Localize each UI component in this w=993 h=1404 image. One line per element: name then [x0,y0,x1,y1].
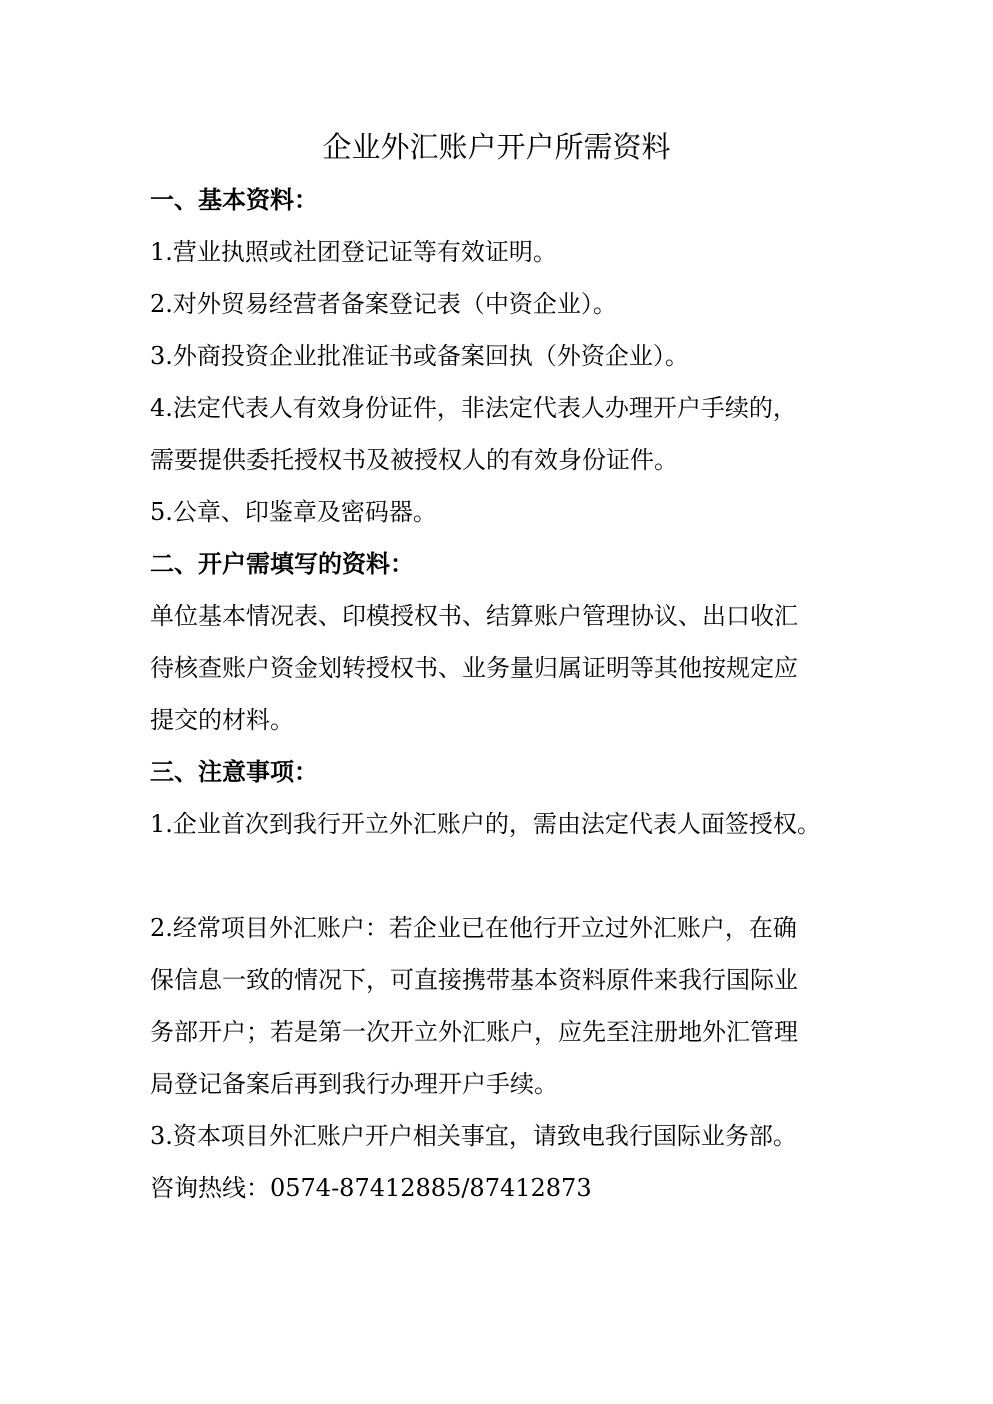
basic-item-4-cont: 需要提供委托授权书及被授权人的有效身份证件。 [150,446,678,474]
notes-item-2-cont-3: 局登记备案后再到我行办理开户手续。 [150,1070,558,1098]
section-heading-basic: 一、基本资料： [150,185,318,214]
basic-item-4: 4.法定代表人有效身份证件，非法定代表人办理开户手续的， [150,394,797,422]
forms-line-3: 提交的材料。 [150,706,294,734]
basic-item-2: 2.对外贸易经营者备案登记表（中资企业）。 [150,290,617,318]
notes-item-1: 1.企业首次到我行开立外汇账户的，需由法定代表人面签授权。 [150,810,821,838]
basic-item-1: 1.营业执照或社团登记证等有效证明。 [150,238,557,266]
notes-item-2: 2.经常项目外汇账户：若企业已在他行开立过外汇账户，在确 [150,914,797,942]
section-heading-forms: 二、开户需填写的资料： [150,549,414,578]
forms-line-1: 单位基本情况表、印模授权书、结算账户管理协议、出口收汇 [150,602,798,630]
hotline: 咨询热线：0574-87412885/87412873 [150,1174,592,1202]
basic-item-3: 3.外商投资企业批准证书或备案回执（外资企业）。 [150,342,689,370]
notes-item-3: 3.资本项目外汇账户开户相关事宜，请致电我行国际业务部。 [150,1122,797,1150]
basic-item-5: 5.公章、印鉴章及密码器。 [150,498,437,526]
notes-item-2-cont-2: 务部开户；若是第一次开立外汇账户，应先至注册地外汇管理 [150,1018,798,1046]
forms-line-2: 待核查账户资金划转授权书、业务量归属证明等其他按规定应 [150,654,798,682]
page-title: 企业外汇账户开户所需资料 [322,130,671,164]
section-heading-notes: 三、注意事项： [150,757,318,786]
notes-item-2-cont-1: 保信息一致的情况下，可直接携带基本资料原件来我行国际业 [150,966,798,994]
